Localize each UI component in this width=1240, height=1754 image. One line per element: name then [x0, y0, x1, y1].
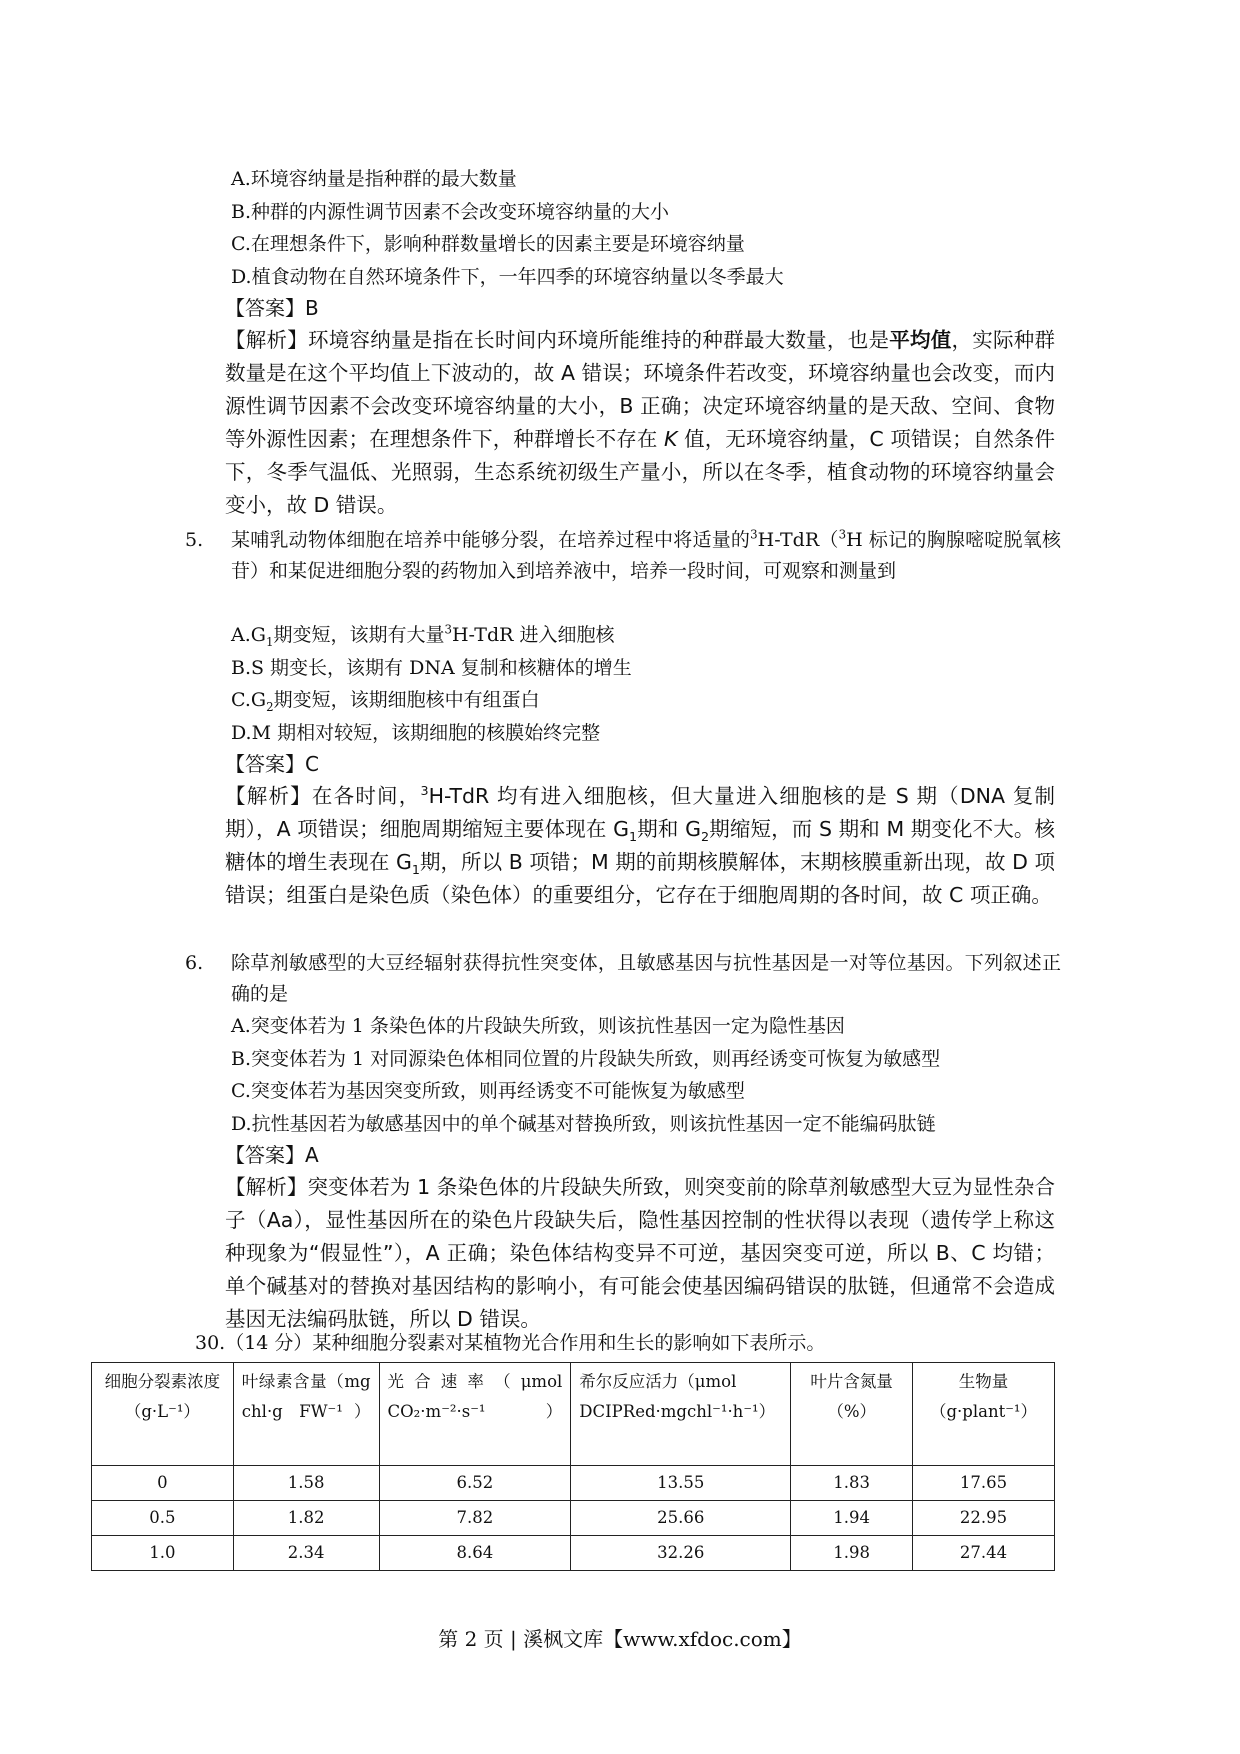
q5-option-a: $A.G_1$期变短，该期有大量$^3$H-TdR 进入细胞核	[231, 622, 615, 649]
q5-stem: 某哺乳动物体细胞在培养中能够分裂，在培养过程中将适量的$^3$H-TdR（$^3$H 标记的胸腺嘧啶脱氧核苷）和某促进细胞分裂的药物加入到培养液中，培养一段时间，可观察和测量到	[231, 527, 1061, 582]
q4-option-d: D.植食动物在自然环境条件下，一年四季的环境容纳量以冬季最大	[231, 266, 784, 288]
q6-option-a: A.突变体若为 1 条染色体的片段缺失所致，则该抗性基因一定为隐性基因	[231, 1015, 845, 1037]
table-cell: 1.58	[233, 1466, 379, 1501]
q4-explanation: 【解析】环境容纳量是指在长时间内环境所能维持的种群最大数量，也是平均值，实际种群数量是在这个平均值上下波动的，故 A 错误；环境条件若改变，环境容纳量也会改变，而内源性调节因素不会改变环境容纳量的大小，B 正确；决定环境容纳量的是天敌、空间、食物等外源性因素；在理想条件下，种群增长不存在 K 值，无环境容纳量，C 项错误；自然条件下，冬季气温低、光照弱，生态系统初级生产量小，所以在冬季，植食动物的环境容纳量会变小，故 D 错误。	[225, 328, 1056, 517]
q6-number: 6.	[185, 952, 204, 974]
table-row	[92, 1501, 1055, 1536]
table-header-cell: 叶片含氮量（%）	[791, 1363, 913, 1466]
table-cell: 2.34	[233, 1536, 379, 1571]
table-cell: 1.94	[791, 1501, 913, 1536]
q4-option-b: B.种群的内源性调节因素不会改变环境容纳量的大小	[231, 201, 670, 223]
q6-option-b: B.突变体若为 1 对同源染色体相同位置的片段缺失所致，则再经诱变可恢复为敏感型	[231, 1048, 941, 1070]
table-cell: 0.5	[92, 1501, 234, 1536]
table-cell: 27.44	[913, 1536, 1055, 1571]
table-header-row	[92, 1363, 1055, 1466]
q5-answer: 【答案】C	[225, 752, 319, 776]
q6-option-d: D.抗性基因若为敏感基因中的单个碱基对替换所致，则该抗性基因一定不能编码肽链	[231, 1113, 936, 1135]
table-header-cell: 希尔反应活力（μmol DCIPRed·mgchl⁻¹·h⁻¹）	[571, 1363, 791, 1466]
q6-stem: 除草剂敏感型的大豆经辐射获得抗性突变体，且敏感基因与抗性基因是一对等位基因。下列叙述正确的是	[231, 952, 1061, 1005]
table-cell: 22.95	[913, 1501, 1055, 1536]
table-row	[92, 1536, 1055, 1571]
table-cell: 6.52	[379, 1466, 571, 1501]
table-cell: 1.98	[791, 1536, 913, 1571]
table-cell: 25.66	[571, 1501, 791, 1536]
table-cell: 1.83	[791, 1466, 913, 1501]
q4-option-c: C.在理想条件下，影响种群数量增长的因素主要是环境容纳量	[231, 233, 745, 255]
table-header-cell: 细胞分裂素浓度（g·L⁻¹）	[92, 1363, 234, 1466]
page-footer: 第 2 页 | 溪枫文库【www.xfdoc.com】	[438, 1627, 802, 1651]
q4-answer: 【答案】B	[225, 296, 319, 320]
table-cell: 8.64	[379, 1536, 571, 1571]
table-cell: 17.65	[913, 1466, 1055, 1501]
q6-answer: 【答案】A	[225, 1143, 319, 1167]
q4-option-a: A.环境容纳量是指种群的最大数量	[231, 168, 517, 190]
q5-option-c: $C.G_2$期变短，该期细胞核中有组蛋白	[231, 689, 540, 714]
table-cell: 1.82	[233, 1501, 379, 1536]
table-cell: 0	[92, 1466, 234, 1501]
q30-header: 30.（14 分）某种细胞分裂素对某植物光合作用和生长的影响如下表所示。	[195, 1332, 826, 1354]
q4-explanation-emphasis: 平均值	[889, 328, 952, 352]
q5-option-b: B.S 期变长，该期有 DNA 复制和核糖体的增生	[231, 657, 632, 679]
table-cell: 7.82	[379, 1501, 571, 1536]
q5-number: 5.	[185, 529, 204, 551]
table-cell: 32.26	[571, 1536, 791, 1571]
table-cell: 1.0	[92, 1536, 234, 1571]
table-header-cell: 光合速率（μmol CO₂·m⁻²·s⁻¹）	[379, 1363, 571, 1466]
q6-option-c: C.突变体若为基因突变所致，则再经诱变不可能恢复为敏感型	[231, 1080, 745, 1102]
table-header-cell: 生物量（g·plant⁻¹）	[913, 1363, 1055, 1466]
table-header-cell: 叶绿素含量（mg chl·g FW⁻¹）	[233, 1363, 379, 1466]
q5-explanation: 【解析】在各时间，$^3$H-TdR 均有进入细胞核，但大量进入细胞核的是 S 期（DNA 复制期），A 项错误；细胞周期缩短主要体现在 $G_1$期和 $G_2$期缩短，而 S 期和 M 期变化不大。核糖体的增生表现在 $G_1$期，所以 B 项错；M 期的前期核膜解体，末期核膜重新出现，故 D 项错误；组蛋白是染色质（染色体）的重要组分，它存在于细胞周期的各时间，故 C 项正确。	[225, 783, 1055, 907]
table-row	[92, 1466, 1055, 1501]
q6-explanation: 【解析】突变体若为 1 条染色体的片段缺失所致，则突变前的除草剂敏感型大豆为显性杂合子（Aa），显性基因所在的染色片段缺失后，隐性基因控制的性状得以表现（遗传学上称这种现象为“假显性”），A 正确；染色体结构变异不可逆，基因突变可逆，所以 B、C 均错；单个碱基对的替换对基因结构的影响小，有可能会使基因编码错误的肽链，但通常不会造成基因无法编码肽链，所以 D 错误。	[225, 1175, 1055, 1331]
q30-data-table	[91, 1362, 1055, 1571]
table-cell: 13.55	[571, 1466, 791, 1501]
q5-option-d: D.M 期相对较短，该期细胞的核膜始终完整	[231, 722, 601, 744]
